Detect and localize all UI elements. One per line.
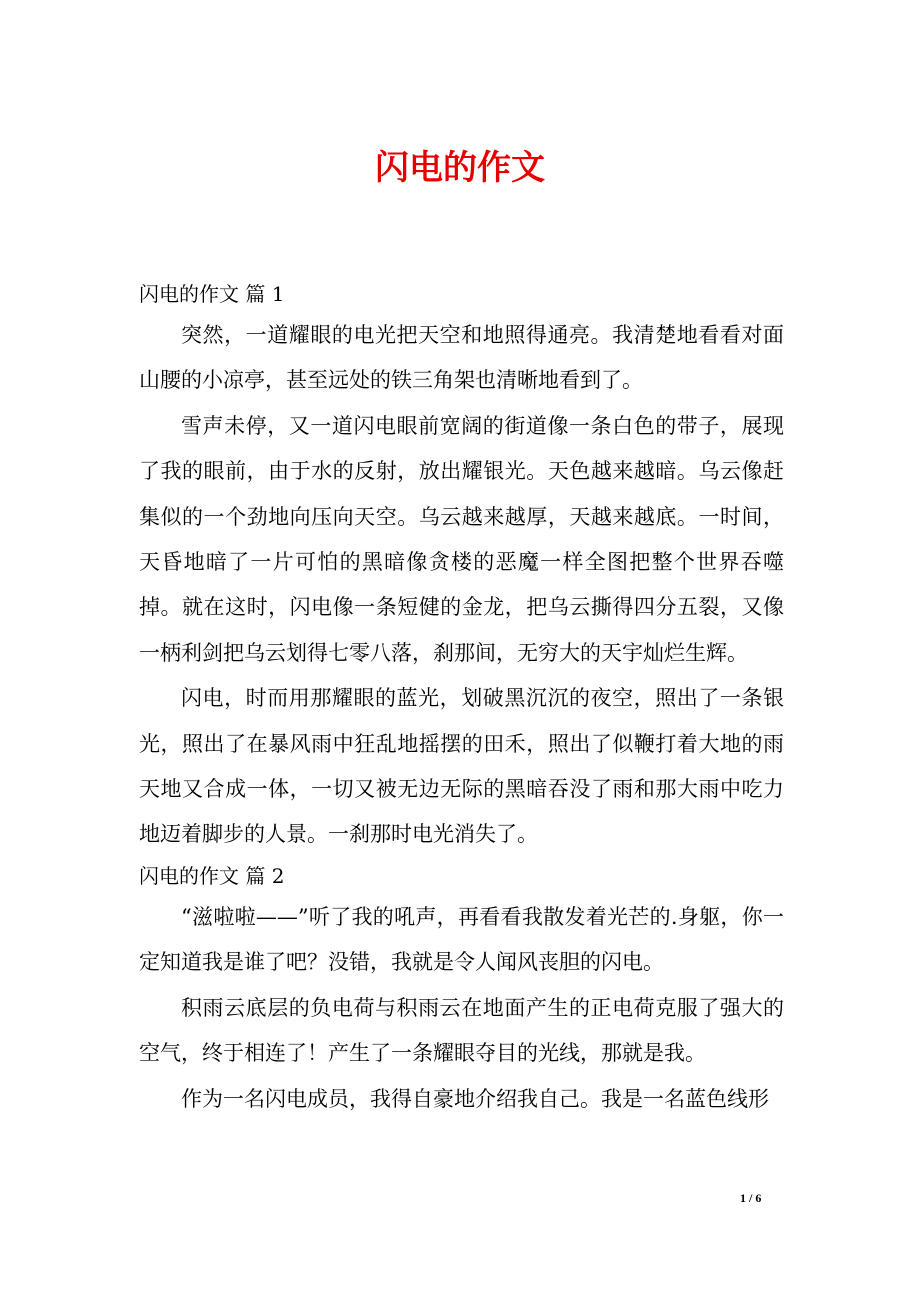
section-heading: 闪电的作文 篇 1 [139, 282, 285, 306]
paragraph: 雪声未停，又一道闪电眼前宽阔的街道像一条白色的带子，展现了我的眼前，由于水的反射，放出耀银光。天色越来越暗。乌云像赶集似的一个劲地向压向天空。乌云越来越厚，天越来越底。一时间，天昏地暗了一片可怕的黑暗像贪楼的恶魔一样全图把整个世界吞噬掉。就在这时，闪电像一条短健的金龙，把乌云撕得四分五裂，又像一柄利剑把乌云划得七零八落，刹那间，无穷大的天宇灿烂生辉。 [139, 413, 784, 665]
paragraph: “滋啦啦——”听了我的吼声，再看看我散发着光芒的.身躯，你一定知道我是谁了吧？没错，我就是令人闻风丧胆的闪电。 [139, 904, 784, 975]
page-number: 1 / 6 [740, 1191, 762, 1205]
document-body [139, 276, 784, 1122]
section-heading: 闪电的作文 篇 2 [139, 863, 285, 888]
paragraph: 闪电，时而用那耀眼的蓝光，划破黑沉沉的夜空，照出了一条银光，照出了在暴风雨中狂乱地摇摆的田禾，照出了似鞭打着大地的雨天地又合成一体，一切又被无边无际的黑暗吞没了雨和那大雨中吃力地迈着脚步的人景。一刹那时电光消失了。 [139, 686, 784, 847]
document-title: 闪电的作文 [375, 148, 545, 188]
paragraph: 积雨云底层的负电荷与积雨云在地面产生的正电荷克服了强大的空气，终于相连了！产生了一条耀眼夺目的光线，那就是我。 [139, 995, 784, 1066]
paragraph: 作为一名闪电成员，我得自豪地介绍我自己。我是一名蓝色线形 [181, 1086, 769, 1111]
paragraph: 突然，一道耀眼的电光把天空和地照得通亮。我清楚地看看对面山腰的小凉亭，甚至远处的铁三角架也清晰地看到了。 [139, 323, 784, 393]
